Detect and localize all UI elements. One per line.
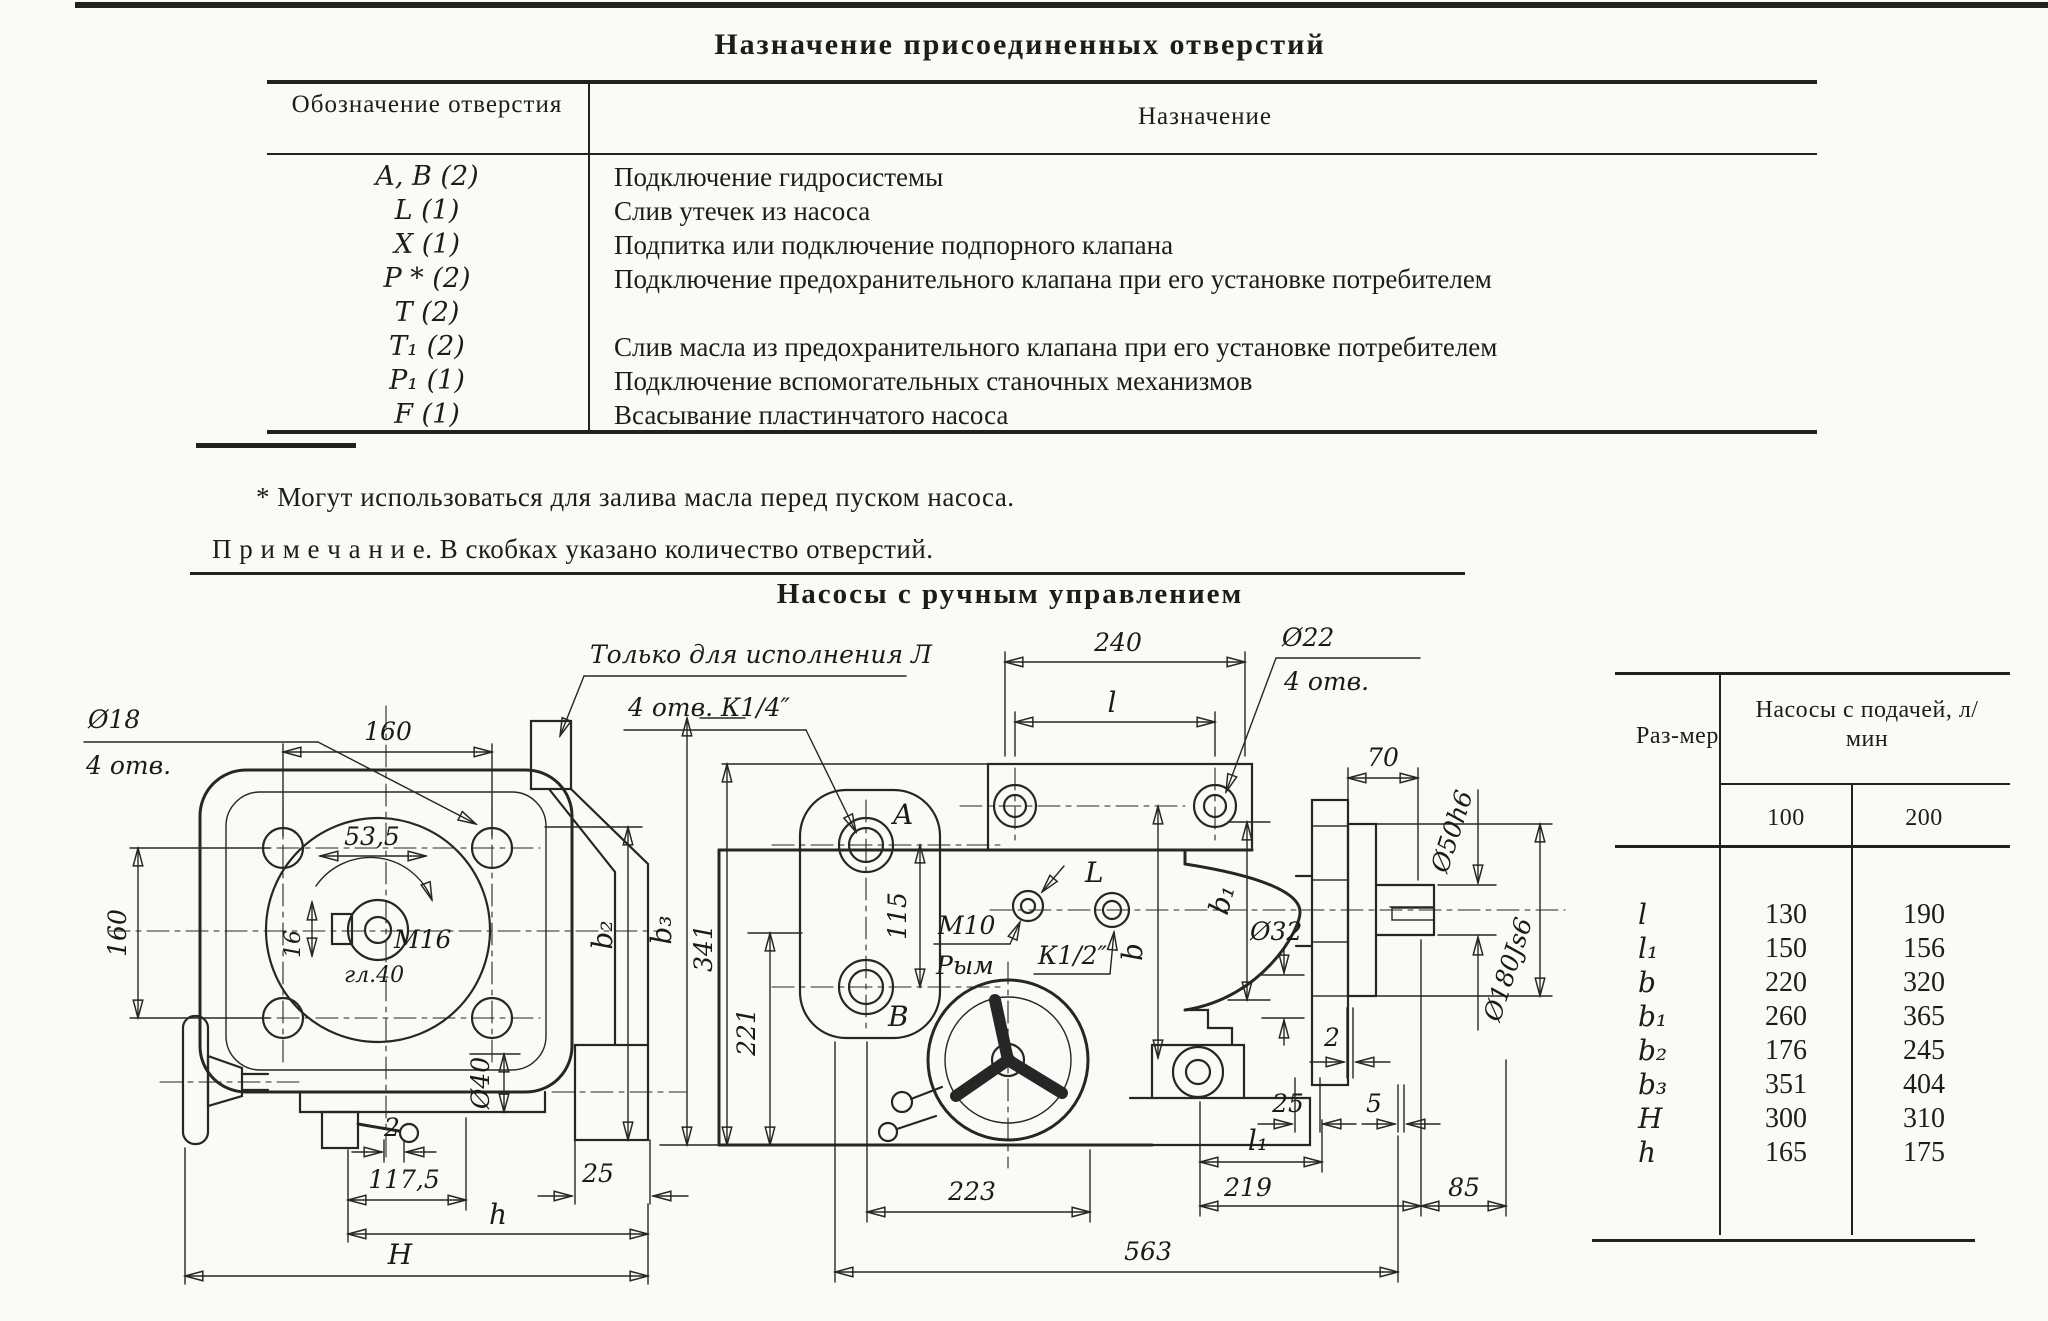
size-table-col-200: 200 — [1905, 805, 1943, 831]
size-table-header-size: Раз-мер — [1636, 723, 1719, 749]
dim-h — [348, 1198, 648, 1242]
hole-note-d18 — [84, 705, 476, 824]
dim-b2-label: b₂ — [586, 920, 619, 950]
table-cell: 260 — [1765, 1001, 1807, 1032]
dim-2-left-label: 2 — [384, 1113, 400, 1142]
handwheel-front — [879, 962, 1088, 1168]
table-cell: 165 — [1765, 1137, 1807, 1168]
table-cell: l — [1638, 898, 1647, 931]
table-cell: Подключение предохранительного клапана при его установке потребителем — [614, 264, 1492, 294]
table-cell: 245 — [1903, 1035, 1945, 1066]
pump-drawing — [0, 600, 2048, 1321]
holes-table-top-rule — [267, 80, 1817, 84]
table-cell: b₂ — [1638, 1034, 1668, 1067]
note-k14-label: 4 отв. К1/4″ — [628, 693, 790, 722]
dim-H-label: H — [387, 1238, 413, 1271]
table-cell: 130 — [1765, 899, 1807, 930]
dim-221 — [732, 933, 802, 1145]
footnote-separator-rule — [190, 572, 1465, 575]
dim-219-label: 219 — [1224, 1173, 1272, 1202]
dim-d40-label: Ø40 — [466, 1056, 495, 1110]
dim-l — [1015, 686, 1215, 756]
note-version-label: Только для исполнения Л — [590, 640, 932, 669]
dim-b3-label: b₃ — [645, 915, 678, 945]
dim-115-label: 115 — [883, 892, 912, 940]
table-cell: 220 — [1765, 967, 1807, 998]
hole-note-d18-qty: 4 отв. — [86, 751, 172, 780]
table-cell: b₃ — [1638, 1068, 1668, 1101]
dim-117-5 — [348, 1118, 466, 1210]
size-table-header-flow: Насосы с подачей, л/мин — [1755, 697, 1979, 752]
dim-16 — [281, 902, 312, 958]
dim-240 — [1005, 628, 1245, 756]
table-cell: 176 — [1765, 1035, 1807, 1066]
dim-25-left — [538, 1140, 688, 1204]
table-cell: Слив утечек из насоса — [614, 196, 871, 226]
table-cell: b₁ — [1638, 1000, 1668, 1033]
dim-221-label: 221 — [732, 1008, 761, 1056]
table-cell: T₁ (2) — [389, 331, 465, 362]
port-b-label: B — [888, 1000, 909, 1033]
dim-d180js6-label: Ø180Js6 — [1477, 914, 1539, 1025]
holes-table-purpose-column — [614, 160, 1814, 432]
footnote-note: П р и м е ч а н и е. В скобках указано количество отверстий. — [212, 534, 934, 564]
dim-d32-label: Ø32 — [1250, 917, 1303, 946]
eyebolt-label: Рым — [936, 951, 994, 980]
hole-note-d18-dia: Ø18 — [88, 705, 141, 734]
dim-85-label: 85 — [1448, 1173, 1480, 1202]
hole-note-d22-qty: 4 отв. — [1284, 667, 1370, 696]
table-cell: T (2) — [394, 297, 460, 328]
table-cell: 156 — [1903, 933, 1945, 964]
holes-table-header-purpose: Назначение — [1137, 103, 1273, 130]
footnote-asterisk: * Могут использоваться для залива масла перед пуском насоса. — [256, 482, 1015, 512]
dim-160-top-label: 160 — [364, 717, 412, 746]
dim-2-left — [352, 1113, 436, 1162]
top-plate — [960, 764, 1252, 850]
dim-53-5-label: 53,5 — [344, 822, 400, 851]
dim-160-left-label: 160 — [103, 909, 132, 957]
dim-240-label: 240 — [1094, 628, 1142, 657]
dim-2-main-label: 2 — [1324, 1023, 1340, 1052]
dim-117-5-label: 117,5 — [368, 1165, 440, 1194]
dim-223 — [867, 1042, 1090, 1222]
holes-table-header-designation: Обозначение отверстия — [291, 91, 563, 118]
table-cell: L (1) — [394, 195, 460, 226]
dim-l-label: l — [1107, 686, 1117, 719]
left-view — [84, 705, 688, 1284]
table-cell: 365 — [1903, 1001, 1945, 1032]
table-cell: Подпитка или подключение подпорного клапана — [614, 230, 1174, 260]
table-cell: 404 — [1903, 1069, 1945, 1100]
dim-5 — [1362, 1085, 1440, 1132]
table-cell: l₁ — [1638, 932, 1659, 965]
dim-h-label: h — [488, 1198, 508, 1231]
dim-b1-label: b₁ — [1202, 881, 1242, 918]
size-table-col-100: 100 — [1767, 805, 1805, 831]
dim-b — [1116, 806, 1158, 1058]
table-cell: H — [1638, 1102, 1663, 1135]
table-cell: A, B (2) — [375, 161, 479, 192]
dim-5-label: 5 — [1366, 1089, 1382, 1118]
table-cell: 310 — [1903, 1103, 1945, 1134]
note-k14-holes — [624, 693, 856, 832]
table-cell: 150 — [1765, 933, 1807, 964]
dim-341-label: 341 — [689, 924, 718, 972]
port-l-k12 — [1034, 856, 1129, 974]
dim-16-label: 16 — [281, 930, 306, 958]
port-l-label: L — [1085, 856, 1104, 889]
table-cell: 300 — [1765, 1103, 1807, 1134]
dim-b2 — [545, 827, 642, 1140]
handwheel-side — [160, 1016, 300, 1144]
dim-115 — [883, 845, 920, 987]
depth-label: гл.40 — [344, 963, 405, 988]
table-cell: Слив масла из предохранительного клапана при его установке потребителем — [614, 332, 1498, 362]
dim-d50h6-label: Ø50h6 — [1425, 786, 1479, 876]
holes-table-end-rule — [196, 443, 356, 448]
holes-table-header-rule — [267, 153, 1817, 155]
section-title: Насосы с ручным управлением — [776, 578, 1244, 610]
table-cell: 351 — [1765, 1069, 1807, 1100]
table-cell: h — [1638, 1136, 1657, 1169]
page-top-border — [75, 2, 2048, 8]
dim-d40 — [466, 1054, 520, 1112]
port-a-label: A — [893, 798, 914, 831]
dim-b-label: b — [1116, 943, 1149, 961]
table-cell: 320 — [1903, 967, 1945, 998]
dim-219 — [1200, 940, 1421, 1216]
dim-85 — [1421, 1060, 1506, 1216]
main-view — [560, 623, 1565, 1282]
hole-note-d22-dia: Ø22 — [1282, 623, 1335, 652]
dim-25-main-label: 25 — [1272, 1089, 1304, 1118]
dim-l1-label: l₁ — [1247, 1124, 1269, 1157]
dim-70 — [1348, 743, 1418, 880]
holes-table-designation-column — [282, 160, 572, 432]
table-cell: Подключение гидросистемы — [614, 162, 944, 192]
table-cell: P₁ (1) — [389, 365, 465, 396]
table-cell: F (1) — [394, 399, 460, 430]
body-and-lever — [300, 1092, 545, 1148]
holes-table-title: Назначение присоединенных отверстий — [714, 28, 1326, 61]
table-cell: 175 — [1903, 1137, 1945, 1168]
holes-table-column-divider — [588, 80, 590, 430]
thread-m10-label: M10 — [938, 911, 996, 940]
dim-d32 — [1249, 917, 1304, 1045]
table-cell: X (1) — [393, 229, 461, 260]
table-cell: P * (2) — [383, 263, 471, 294]
dim-160-left — [103, 848, 270, 1018]
table-cell: Всасывание пластинчатого насоса — [614, 400, 1009, 430]
dim-563-label: 563 — [1124, 1237, 1172, 1266]
thread-m16-label: M16 — [394, 925, 452, 954]
table-cell: Подключение вспомогательных станочных механизмов — [614, 366, 1253, 396]
dim-70-label: 70 — [1367, 743, 1399, 772]
table-cell: 190 — [1903, 899, 1945, 930]
table-cell: b — [1638, 966, 1656, 999]
dim-2-main — [1310, 1008, 1390, 1078]
thread-k12-label: К1/2″ — [1038, 941, 1107, 970]
dim-25-left-label: 25 — [582, 1159, 614, 1188]
dim-223-label: 223 — [948, 1177, 996, 1206]
table-cell — [614, 296, 1814, 330]
